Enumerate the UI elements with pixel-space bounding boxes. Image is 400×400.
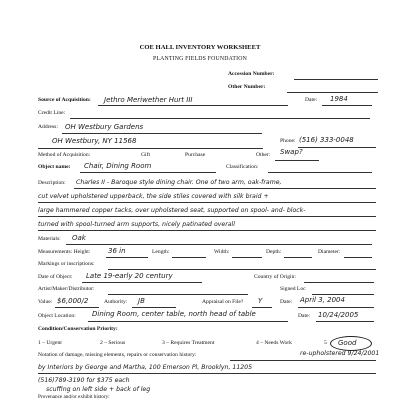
location-date-label: Date: xyxy=(298,313,311,319)
address-line-2 xyxy=(38,148,263,149)
diameter-line xyxy=(344,257,372,258)
width-label: Width: xyxy=(214,249,230,255)
priority-option-3: 3 – Requires Treatment xyxy=(162,340,215,346)
description-rule-4 xyxy=(38,230,376,231)
notation-rule-2 xyxy=(38,373,376,374)
date-of-object-label: Date of Object: xyxy=(38,274,73,280)
appraisal-date-label: Date: xyxy=(280,299,293,305)
country-label: Country of Origin: xyxy=(254,274,296,280)
depth-line xyxy=(284,257,312,258)
description-rule-3 xyxy=(38,216,376,217)
depth-label: Depth: xyxy=(266,249,282,255)
notation-line-4: scuffing on left side + back of leg xyxy=(46,386,151,393)
phone-line xyxy=(298,147,376,148)
appraisal-value: Y xyxy=(258,297,263,305)
measurements-label: Measurements: Height: xyxy=(38,249,91,255)
authority-value: JB xyxy=(138,297,145,305)
address-value-2: OH Westbury, NY 11568 xyxy=(52,137,137,145)
method-purchase: Purchase xyxy=(185,152,206,158)
phone-label: Phone: xyxy=(280,138,296,144)
description-label: Description: xyxy=(38,180,66,186)
markings-label: Markings or inscriptions: xyxy=(38,261,95,267)
priority-option-4: 4 – Needs Work xyxy=(256,340,292,346)
date-of-object-value: Late 19-early 20 century xyxy=(86,272,173,280)
date-of-object-line xyxy=(82,282,202,283)
classification-line xyxy=(268,172,372,173)
other-number-line xyxy=(287,92,378,93)
priority-circled-value: Good xyxy=(338,339,357,347)
appraisal-label: Appraisal on File? xyxy=(202,299,244,305)
date-label: Date: xyxy=(305,97,318,103)
classification-label: Classification: xyxy=(226,164,259,170)
location-date-value: 10/24/2005 xyxy=(318,311,359,319)
object-name-label: Object name: xyxy=(38,164,71,170)
date-line xyxy=(322,105,372,106)
notation-line-2: by Interiors by George and Martha, 100 Emerson Pl, Brooklyn, 11205 xyxy=(38,364,253,371)
method-other-label: Other: xyxy=(256,152,271,158)
date-value: 1984 xyxy=(330,95,348,103)
accession-number-line xyxy=(294,79,378,80)
description-rule-2 xyxy=(38,202,376,203)
object-location-line xyxy=(88,321,288,322)
object-name-line xyxy=(80,172,216,173)
object-location-value: Dining Room, center table, north head of table xyxy=(92,310,256,318)
credit-line-line xyxy=(70,118,370,119)
value-value: $6,000/2 xyxy=(57,297,89,305)
condition-heading: Condition/Conservation Priority: xyxy=(38,326,118,332)
priority-option-2: 2 – Serious xyxy=(100,340,126,346)
notation-label: Notation of damage, missing elements, repairs or conservation history: xyxy=(38,352,197,358)
artist-label: Artist/Maker/Distributor: xyxy=(38,286,95,292)
signed-loc-line xyxy=(312,294,374,295)
appraisal-date-value: April 3, 2004 xyxy=(300,296,345,304)
source-line xyxy=(98,105,288,106)
diameter-label: Diameter: xyxy=(318,249,341,255)
method-gift: Gift xyxy=(141,152,151,158)
notation-rule-1 xyxy=(230,360,376,361)
phone-value: (516) 333-0048 xyxy=(299,136,354,144)
address-value-1: OH Westbury Gardens xyxy=(65,123,144,131)
description-line-2: cut velvet upholstered upperback, the side stiles covered with silk braid + xyxy=(38,193,269,200)
appraisal-line xyxy=(252,307,272,308)
priority-option-5: 5 xyxy=(324,340,327,346)
location-date-line xyxy=(316,321,374,322)
source-label: Source of Acquisition: xyxy=(38,97,91,103)
accession-number-label: Accession Number: xyxy=(228,71,275,77)
value-label: Value: xyxy=(38,299,53,305)
description-rule-1 xyxy=(74,188,376,189)
method-other-value: Swap? xyxy=(280,148,303,156)
description-line-3: large hammered copper tacks, over upholstered seat, supported on spool- and- block- xyxy=(38,207,306,214)
width-line xyxy=(232,257,262,258)
materials-value: Oak xyxy=(72,234,86,242)
materials-label: Materials: xyxy=(38,236,61,242)
address-label: Address: xyxy=(38,124,58,130)
description-line-4: turned with spool-turned arm supports, nicely patinated overall xyxy=(38,221,235,228)
worksheet-subtitle: PLANTING FIELDS FOUNDATION xyxy=(152,56,248,62)
country-line xyxy=(304,282,374,283)
provenance-label: Provenance and/or exhibit history: xyxy=(38,394,110,400)
method-label: Method of Acquisition: xyxy=(38,152,91,158)
materials-line xyxy=(66,244,372,245)
notation-line-1: re-upholstered 9/24/2001 xyxy=(300,350,380,357)
authority-label: Authority: xyxy=(104,299,128,305)
length-label: Length: xyxy=(152,249,170,255)
markings-line xyxy=(108,269,376,270)
signed-loc-label: Signed Loc xyxy=(280,286,306,292)
credit-line-label: Credit Line: xyxy=(38,110,66,116)
appraisal-date-line xyxy=(298,307,374,308)
value-line xyxy=(55,307,99,308)
authority-line xyxy=(132,307,176,308)
worksheet-title: COE HALL INVENTORY WORKSHEET xyxy=(139,44,261,51)
length-line xyxy=(172,257,206,258)
priority-option-1: 1 – Urgent xyxy=(38,340,62,346)
source-value: Jethro Meriwether Hurt III xyxy=(104,96,193,104)
method-other-line xyxy=(275,160,319,161)
object-location-label: Object Location: xyxy=(38,313,76,319)
height-line xyxy=(106,257,148,258)
object-name-value: Chair, Dining Room xyxy=(84,162,152,170)
artist-line xyxy=(108,294,248,295)
description-line-1: Charles II - Baroque style dining chair. One of two arm, oak-frame, xyxy=(76,179,282,186)
address-line-1 xyxy=(62,133,262,134)
other-number-label: Other Number: xyxy=(228,84,266,90)
notation-line-3: (516)789-3190 for $375 each xyxy=(38,377,130,384)
height-value: 36 in xyxy=(108,247,126,255)
